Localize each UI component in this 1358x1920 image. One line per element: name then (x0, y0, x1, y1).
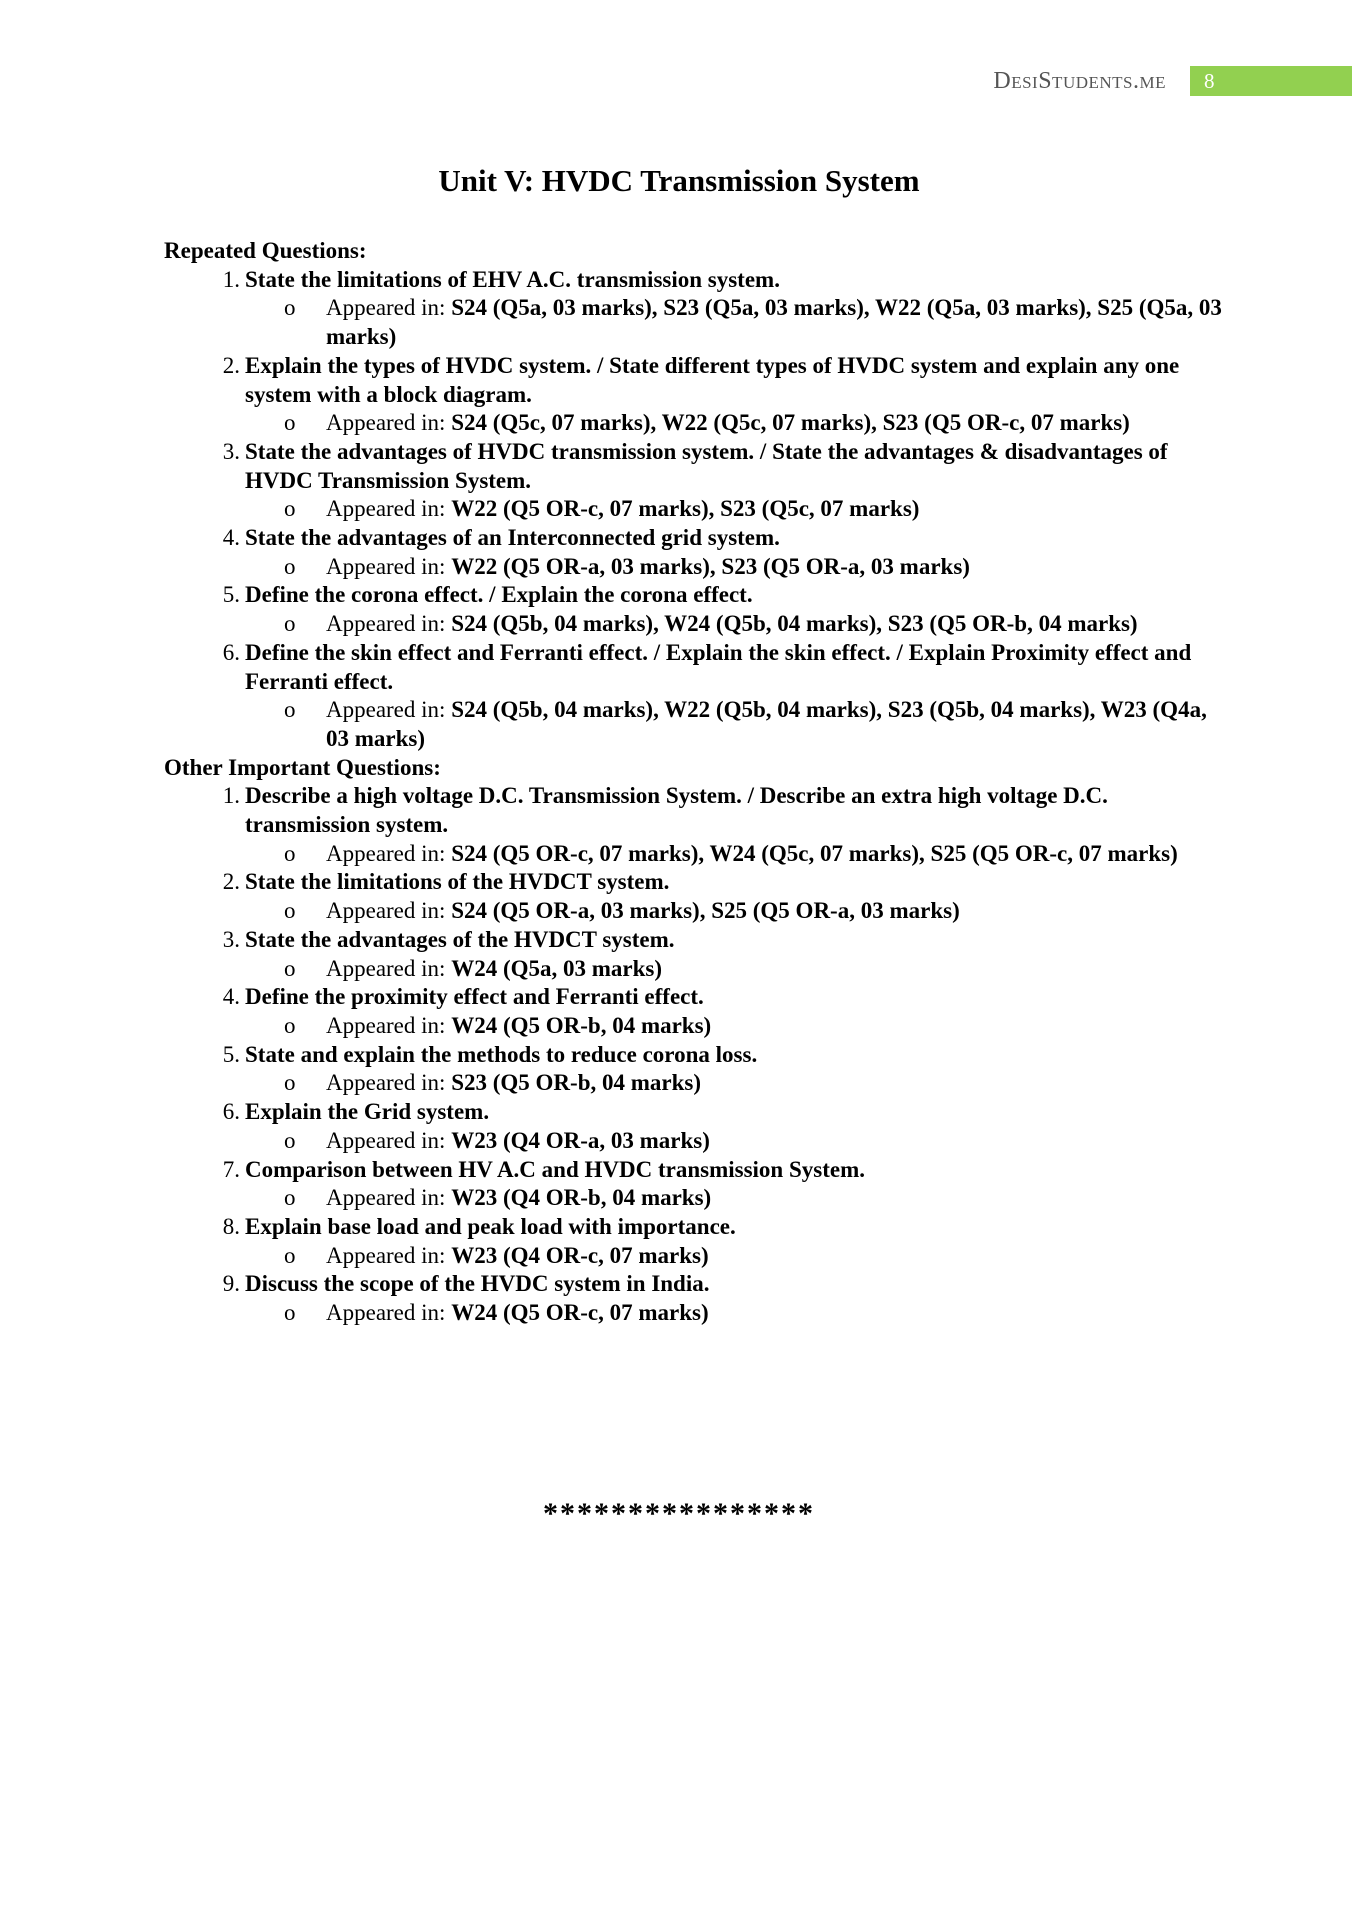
question-item (164, 926, 1224, 983)
question-text: Explain the Grid system. (245, 1099, 490, 1125)
question-number: 1. (222, 783, 240, 809)
appeared-in-label: Appeared in: (326, 1127, 452, 1153)
appeared-in-references: W24 (Q5 OR-b, 04 marks) (451, 1012, 712, 1038)
question-item (164, 524, 1224, 581)
appeared-in-line (164, 1012, 1224, 1041)
appeared-in-references: S24 (Q5a, 03 marks), S23 (Q5a, 03 marks), W22 (Q5a, 03 marks), S25 (Q5a, 03 marks) (326, 295, 1222, 350)
appeared-in-label: Appeared in: (326, 1012, 452, 1038)
appeared-in-line (164, 495, 1224, 524)
appeared-in-label: Appeared in: (326, 295, 452, 321)
question-item (164, 1098, 1224, 1155)
repeated-questions-heading: Repeated Questions: (164, 238, 367, 263)
other-questions-list (164, 782, 1224, 1327)
question-number: 5. (222, 582, 240, 608)
appeared-in-references: W23 (Q4 OR-c, 07 marks) (451, 1242, 709, 1268)
question-text: State and explain the methods to reduce corona loss. (245, 1041, 758, 1067)
appeared-in-label: Appeared in: (326, 955, 452, 981)
bullet-icon: o (284, 840, 296, 866)
appeared-in-line (164, 610, 1224, 639)
bullet-icon: o (284, 1300, 296, 1326)
appeared-in-line (164, 294, 1224, 351)
question-number: 7. (222, 1156, 240, 1182)
question-text: State the limitations of the HVDCT system. (245, 869, 670, 895)
question-number: 9. (222, 1271, 240, 1297)
question-text: State the limitations of EHV A.C. transmission system. (245, 266, 780, 292)
bullet-icon: o (284, 697, 296, 723)
question-number: 2. (222, 352, 240, 378)
page-number-badge: 8 (1190, 66, 1352, 96)
question-number: 4. (222, 984, 240, 1010)
appeared-in-references: S24 (Q5b, 04 marks), W24 (Q5b, 04 marks), S23 (Q5 OR-b, 04 marks) (451, 611, 1138, 637)
appeared-in-label: Appeared in: (326, 410, 452, 436)
appeared-in-references: W23 (Q4 OR-b, 04 marks) (451, 1185, 712, 1211)
question-number: 8. (222, 1213, 240, 1239)
question-number: 4. (222, 525, 240, 551)
question-number: 3. (222, 926, 240, 952)
question-item (164, 1270, 1224, 1327)
appeared-in-references: W24 (Q5a, 03 marks) (451, 955, 663, 981)
repeated-questions-list (164, 266, 1224, 754)
appeared-in-references: W22 (Q5 OR-c, 07 marks), S23 (Q5c, 07 marks) (451, 496, 920, 522)
bullet-icon: o (284, 1127, 296, 1153)
question-item (164, 581, 1224, 638)
appeared-in-references: W24 (Q5 OR-c, 07 marks) (451, 1300, 709, 1326)
questions-content (164, 237, 1224, 1328)
bullet-icon: o (284, 553, 296, 579)
appeared-in-line (164, 897, 1224, 926)
question-item (164, 266, 1224, 352)
question-item (164, 1213, 1224, 1270)
appeared-in-line (164, 553, 1224, 582)
page-header (0, 66, 1358, 96)
bullet-icon: o (284, 1070, 296, 1096)
question-text: Discuss the scope of the HVDC system in India. (245, 1271, 710, 1297)
question-item (164, 1041, 1224, 1098)
bullet-icon: o (284, 410, 296, 436)
appeared-in-label: Appeared in: (326, 1185, 452, 1211)
appeared-in-label: Appeared in: (326, 496, 452, 522)
appeared-in-label: Appeared in: (326, 840, 452, 866)
appeared-in-references: S24 (Q5c, 07 marks), W22 (Q5c, 07 marks), S23 (Q5 OR-c, 07 marks) (451, 410, 1130, 436)
bullet-icon: o (284, 496, 296, 522)
appeared-in-label: Appeared in: (326, 1242, 452, 1268)
bullet-icon: o (284, 898, 296, 924)
appeared-in-line (164, 1299, 1224, 1328)
appeared-in-references: W22 (Q5 OR-a, 03 marks), S23 (Q5 OR-a, 03 marks) (451, 553, 970, 579)
appeared-in-line (164, 409, 1224, 438)
question-text: Define the proximity effect and Ferranti effect. (245, 984, 704, 1010)
bullet-icon: o (284, 1185, 296, 1211)
bullet-icon: o (284, 955, 296, 981)
other-questions-heading: Other Important Questions: (164, 754, 441, 780)
question-item (164, 438, 1224, 524)
appeared-in-references: S24 (Q5 OR-a, 03 marks), S25 (Q5 OR-a, 03 marks) (451, 898, 960, 924)
question-number: 3. (222, 438, 240, 464)
site-name: DesiStudents.me (993, 68, 1166, 94)
appeared-in-references: S24 (Q5 OR-c, 07 marks), W24 (Q5c, 07 marks), S25 (Q5 OR-c, 07 marks) (451, 840, 1178, 866)
appeared-in-label: Appeared in: (326, 553, 452, 579)
question-number: 6. (222, 639, 240, 665)
appeared-in-line (164, 1127, 1224, 1156)
bullet-icon: o (284, 295, 296, 321)
question-text: Explain the types of HVDC system. / State different types of HVDC system and explain any one system with a block diagram. (245, 352, 1180, 407)
question-item (164, 868, 1224, 925)
question-text: State the advantages of the HVDCT system. (245, 926, 675, 952)
question-text: Comparison between HV A.C and HVDC transmission System. (245, 1156, 865, 1182)
appeared-in-line (164, 696, 1224, 753)
appeared-in-label: Appeared in: (326, 898, 452, 924)
appeared-in-references: S24 (Q5b, 04 marks), W22 (Q5b, 04 marks), S23 (Q5b, 04 marks), W23 (Q4a, 03 marks) (326, 697, 1207, 751)
question-text: Explain base load and peak load with importance. (245, 1213, 736, 1239)
question-number: 6. (222, 1099, 240, 1125)
question-text: State the advantages of HVDC transmission system. / State the advantages & disadvantages of HVDC Transmission System. (245, 438, 1168, 493)
appeared-in-line (164, 955, 1224, 984)
question-number: 5. (222, 1041, 240, 1067)
question-text: State the advantages of an Interconnected grid system. (245, 525, 780, 551)
question-item (164, 782, 1224, 868)
question-text: Describe a high voltage D.C. Transmission System. / Describe an extra high voltage D.C. transmission system. (245, 783, 1108, 838)
question-text: Define the skin effect and Ferranti effect. / Explain the skin effect. / Explain Proximity effect and Ferranti effect. (245, 639, 1192, 694)
question-item (164, 1156, 1224, 1213)
question-number: 2. (222, 869, 240, 895)
appeared-in-line (164, 1242, 1224, 1271)
question-item (164, 352, 1224, 438)
question-item (164, 639, 1224, 754)
question-text: Define the corona effect. / Explain the corona effect. (245, 582, 753, 608)
question-item (164, 983, 1224, 1040)
appeared-in-label: Appeared in: (326, 697, 452, 723)
appeared-in-line (164, 1184, 1224, 1213)
appeared-in-label: Appeared in: (326, 611, 452, 637)
appeared-in-references: S23 (Q5 OR-b, 04 marks) (451, 1070, 701, 1096)
appeared-in-references: W23 (Q4 OR-a, 03 marks) (451, 1127, 710, 1153)
bullet-icon: o (284, 1012, 296, 1038)
appeared-in-label: Appeared in: (326, 1070, 452, 1096)
page-title: Unit V: HVDC Transmission System (438, 163, 920, 198)
bullet-icon: o (284, 1242, 296, 1268)
appeared-in-label: Appeared in: (326, 1300, 452, 1326)
question-number: 1. (222, 266, 240, 292)
appeared-in-line (164, 1069, 1224, 1098)
end-marker: **************** (543, 1497, 815, 1530)
appeared-in-line (164, 840, 1224, 869)
bullet-icon: o (284, 611, 296, 637)
